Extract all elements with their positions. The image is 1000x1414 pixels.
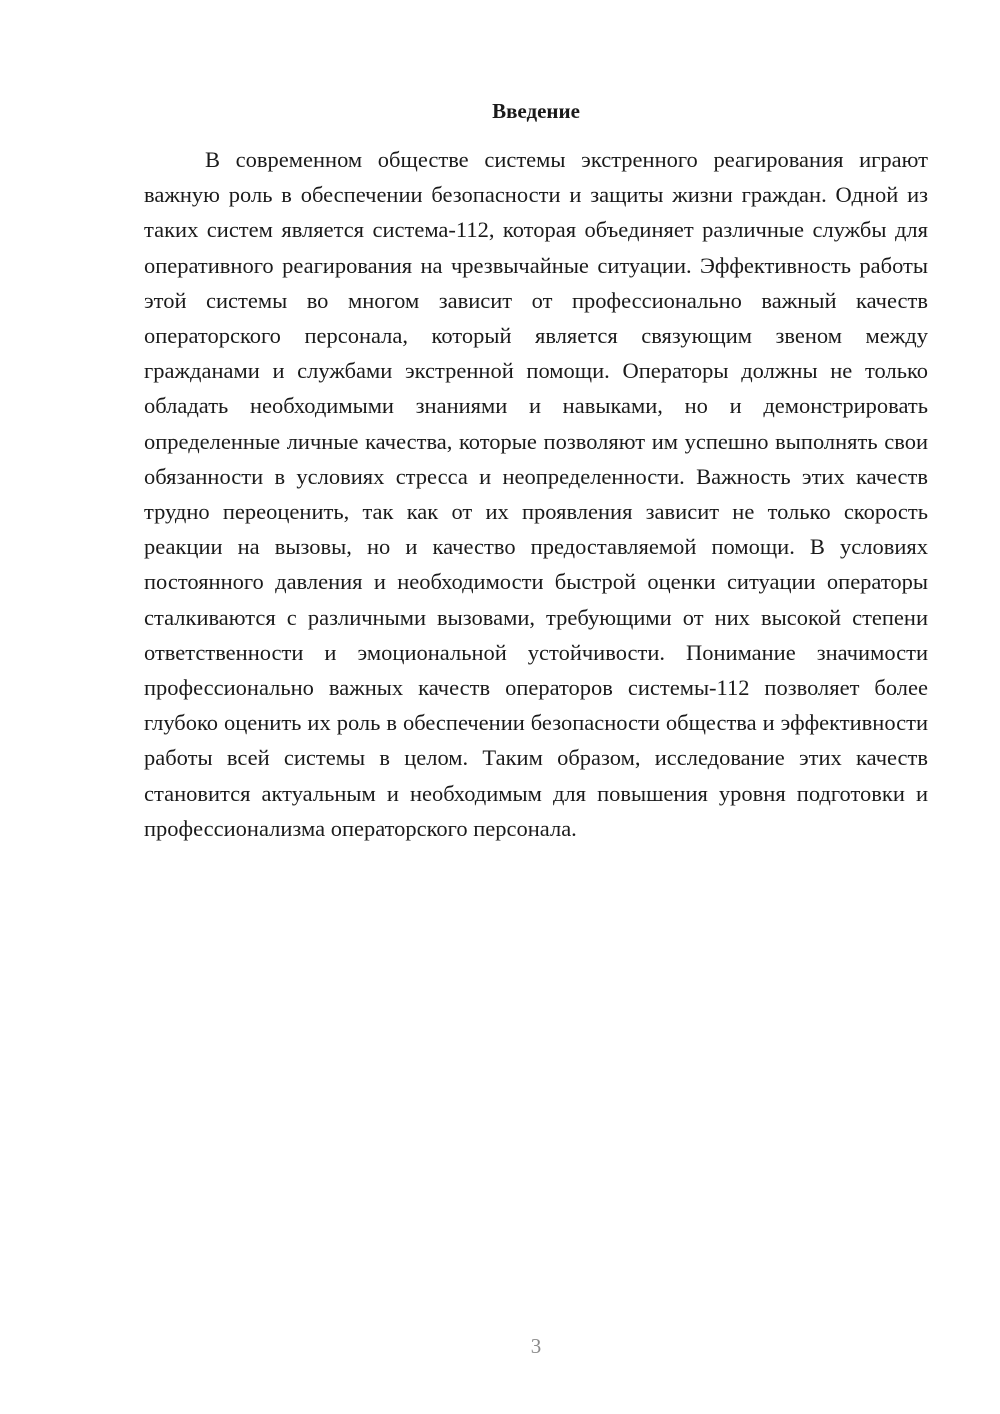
page-number: 3 [530,1334,542,1358]
body-paragraph: В современном обществе системы экстренного реагирования играют важную роль в обеспечении безопасности и защиты жизни граждан. Одной из таких систем является система-112, которая объединяет различные службы для оперативного реагирования на чрезвычайные ситуации. Эффективность работы этой системы во многом зависит от профессионально важный качеств операторского персонала, который является связующим звеном между гражданами и службами экстренной помощи. Операторы должны не только обладать необходимыми знаниями и навыками, но и демонстрировать определенные личные качества, которые позволяют им успешно выполнять свои обязанности в условиях стресса и неопределенности. Важность этих качеств трудно переоценить, так как от их проявления зависит не только скорость реакции на вызовы, но и качество предоставляемой помощи. В условиях постоянного давления и необходимости быстрой оценки ситуации операторы сталкиваются с различными вызовами, требующими от них высокой степени ответственности и эмоциональной устойчивости. Понимание значимости профессионально важных качеств операторов системы-112 позволяет более глубоко оценить их роль в обеспечении безопасности общества и эффективности работы всей системы в целом. Таким образом, исследование этих качеств становится актуальным и необходимым для повышения уровня подготовки и профессионализма операторского персонала. [144,147,928,841]
section-heading: Введение [492,99,580,123]
